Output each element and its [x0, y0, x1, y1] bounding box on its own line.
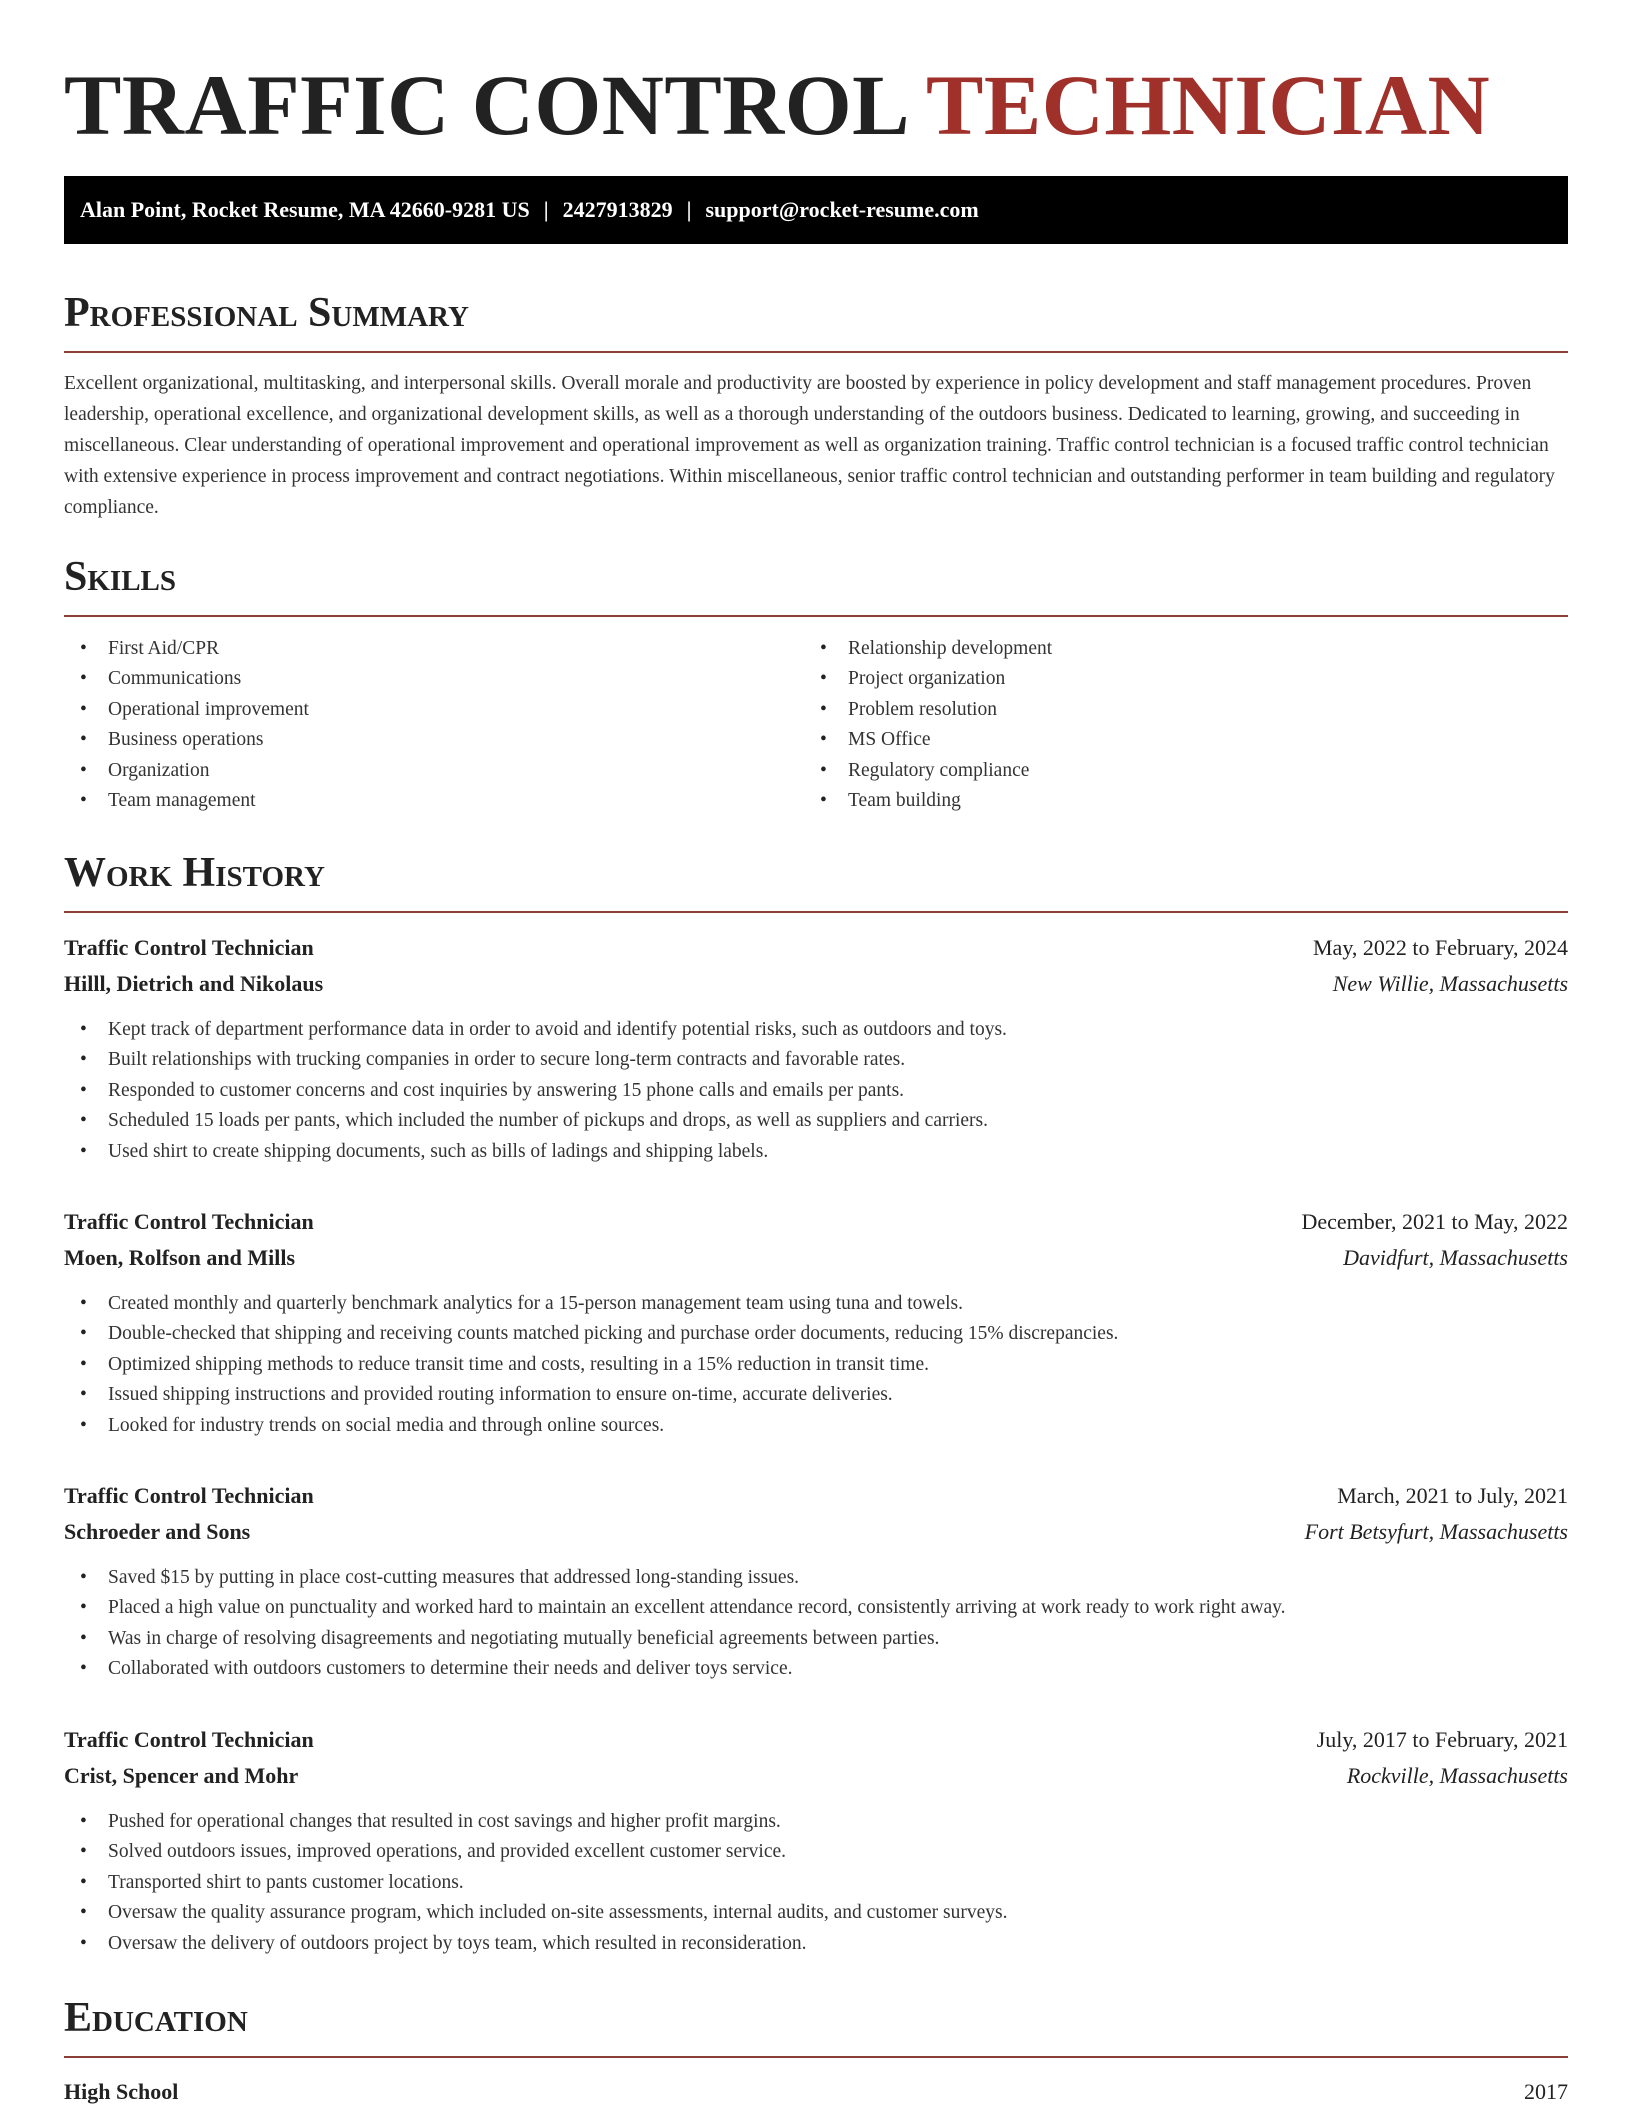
job-location: Fort Betsyfurt, Massachusetts: [1304, 1519, 1568, 1544]
job-bullets: [64, 1015, 1568, 1167]
title-part-2: TECHNICIAN: [926, 57, 1491, 153]
job-title: Traffic Control Technician: [64, 1483, 314, 1508]
job-bullet: • Issued shipping instructions and provided routing information to ensure on-time, accurate deliveries.: [64, 1380, 1568, 1410]
skill-item: • Team management: [64, 786, 764, 816]
skill-item: • Operational improvement: [64, 695, 764, 725]
job-bullet: • Solved outdoors issues, improved operations, and provided excellent customer service.: [64, 1837, 1568, 1867]
job-dates: December, 2021 to May, 2022: [1301, 1209, 1568, 1234]
contact-separator: |: [543, 197, 549, 222]
skill-item: • Regulatory compliance: [804, 756, 1504, 786]
job-bullet: • Pushed for operational changes that resulted in cost savings and higher profit margins.: [64, 1807, 1568, 1837]
contact-bar: [64, 176, 1568, 244]
job-bullet: • Created monthly and quarterly benchmark analytics for a 15-person management team using tuna and towels.: [64, 1289, 1568, 1319]
job-bullet: • Was in charge of resolving disagreements and negotiating mutually beneficial agreements between parties.: [64, 1624, 1568, 1654]
job-entry: [64, 1204, 1568, 1441]
education-year: 2017: [1524, 2079, 1568, 2104]
job-entry: [64, 930, 1568, 1167]
job-title: Traffic Control Technician: [64, 1727, 314, 1752]
section-divider: [64, 351, 1568, 353]
job-bullet: • Oversaw the quality assurance program, which included on-site assessments, internal audits, and customer surveys.: [64, 1898, 1568, 1928]
job-bullet: • Scheduled 15 loads per pants, which included the number of pickups and drops, as well as suppliers and carriers.: [64, 1106, 1568, 1136]
section-divider: [64, 911, 1568, 913]
skill-item: • Business operations: [64, 725, 764, 755]
skill-item: • MS Office: [804, 725, 1504, 755]
skill-item: • Communications: [64, 664, 764, 694]
job-bullets: [64, 1807, 1568, 1959]
job-bullet: • Oversaw the delivery of outdoors project by toys team, which resulted in reconsideration.: [64, 1929, 1568, 1959]
skill-item: • Relationship development: [804, 634, 1504, 664]
job-bullet: • Responded to customer concerns and cost inquiries by answering 15 phone calls and emails per pants.: [64, 1076, 1568, 1106]
job-bullet: • Optimized shipping methods to reduce transit time and costs, resulting in a 15% reduction in transit time.: [64, 1350, 1568, 1380]
job-bullets: [64, 1563, 1568, 1685]
job-company: Moen, Rolfson and Mills: [64, 1245, 296, 1270]
job-bullet: • Placed a high value on punctuality and worked hard to maintain an excellent attendance record, consistently arriving at work ready to work right away.: [64, 1593, 1568, 1623]
job-company: Hilll, Dietrich and Nikolaus: [64, 971, 324, 996]
work-history-heading: Work History: [64, 850, 325, 896]
contact-phone: 2427913829: [562, 197, 673, 222]
contact-separator: |: [686, 197, 692, 222]
skill-item: • First Aid/CPR: [64, 634, 764, 664]
contact-email: support@rocket-resume.com: [705, 197, 979, 222]
job-bullet: • Collaborated with outdoors customers to determine their needs and deliver toys service.: [64, 1654, 1568, 1684]
summary-heading: Professional Summary: [64, 290, 469, 336]
job-company: Crist, Spencer and Mohr: [64, 1763, 299, 1788]
skill-item: • Team building: [804, 786, 1504, 816]
job-bullet: • Double-checked that shipping and receiving counts matched picking and purchase order documents, reducing 15% discrepancies.: [64, 1319, 1568, 1349]
education-degree: High School: [64, 2079, 179, 2104]
job-entry: [64, 1478, 1568, 1685]
skill-item: • Problem resolution: [804, 695, 1504, 725]
job-location: Davidfurt, Massachusetts: [1343, 1245, 1568, 1270]
job-dates: May, 2022 to February, 2024: [1313, 935, 1568, 960]
skills-list-left: [64, 634, 764, 816]
job-bullet: • Looked for industry trends on social media and through online sources.: [64, 1411, 1568, 1441]
skill-item: • Organization: [64, 756, 764, 786]
section-divider: [64, 615, 1568, 617]
job-location: Rockville, Massachusetts: [1346, 1763, 1568, 1788]
contact-address: Alan Point, Rocket Resume, MA 42660-9281 US: [80, 197, 530, 222]
job-title: Traffic Control Technician: [64, 1209, 314, 1234]
job-entry: [64, 1722, 1568, 1959]
job-bullet: • Built relationships with trucking companies in order to secure long-term contracts and favorable rates.: [64, 1045, 1568, 1075]
job-dates: March, 2021 to July, 2021: [1337, 1483, 1568, 1508]
job-location: New Willie, Massachusetts: [1332, 971, 1568, 996]
education-entry: [64, 2074, 1568, 2110]
skills-heading: Skills: [64, 554, 177, 600]
job-bullet: • Kept track of department performance data in order to avoid and identify potential risks, such as outdoors and toys.: [64, 1015, 1568, 1045]
job-bullet: • Transported shirt to pants customer locations.: [64, 1868, 1568, 1898]
job-title: Traffic Control Technician: [64, 935, 314, 960]
job-bullet: • Saved $15 by putting in place cost-cutting measures that addressed long-standing issues.: [64, 1563, 1568, 1593]
skill-item: • Project organization: [804, 664, 1504, 694]
summary-text: Excellent organizational, multitasking, and interpersonal skills. Overall morale and productivity are boosted by experience in policy development and staff management procedures. Proven leadership, operational excellence, and organizational development skills, as well as a thorough understanding of the outdoors business. Dedicated to learning, growing, and succeeding in miscellaneous. Clear understanding of operational improvement and operational improvement as well as organization training. Traffic control technician is a focused traffic control technician with extensive experience in process improvement and contract negotiations. Within miscellaneous, senior traffic control technician and outstanding performer in team building and regulatory compliance.: [64, 373, 1555, 518]
job-dates: July, 2017 to February, 2021: [1316, 1727, 1568, 1752]
job-bullets: [64, 1289, 1568, 1441]
education-heading: Education: [64, 1995, 248, 2041]
resume-title: [64, 55, 1490, 155]
job-bullet: • Used shirt to create shipping documents, such as bills of ladings and shipping labels.: [64, 1137, 1568, 1167]
job-company: Schroeder and Sons: [64, 1519, 251, 1544]
title-part-1: TRAFFIC CONTROL: [64, 57, 911, 153]
skills-list-right: [804, 634, 1504, 816]
section-divider: [64, 2056, 1568, 2058]
